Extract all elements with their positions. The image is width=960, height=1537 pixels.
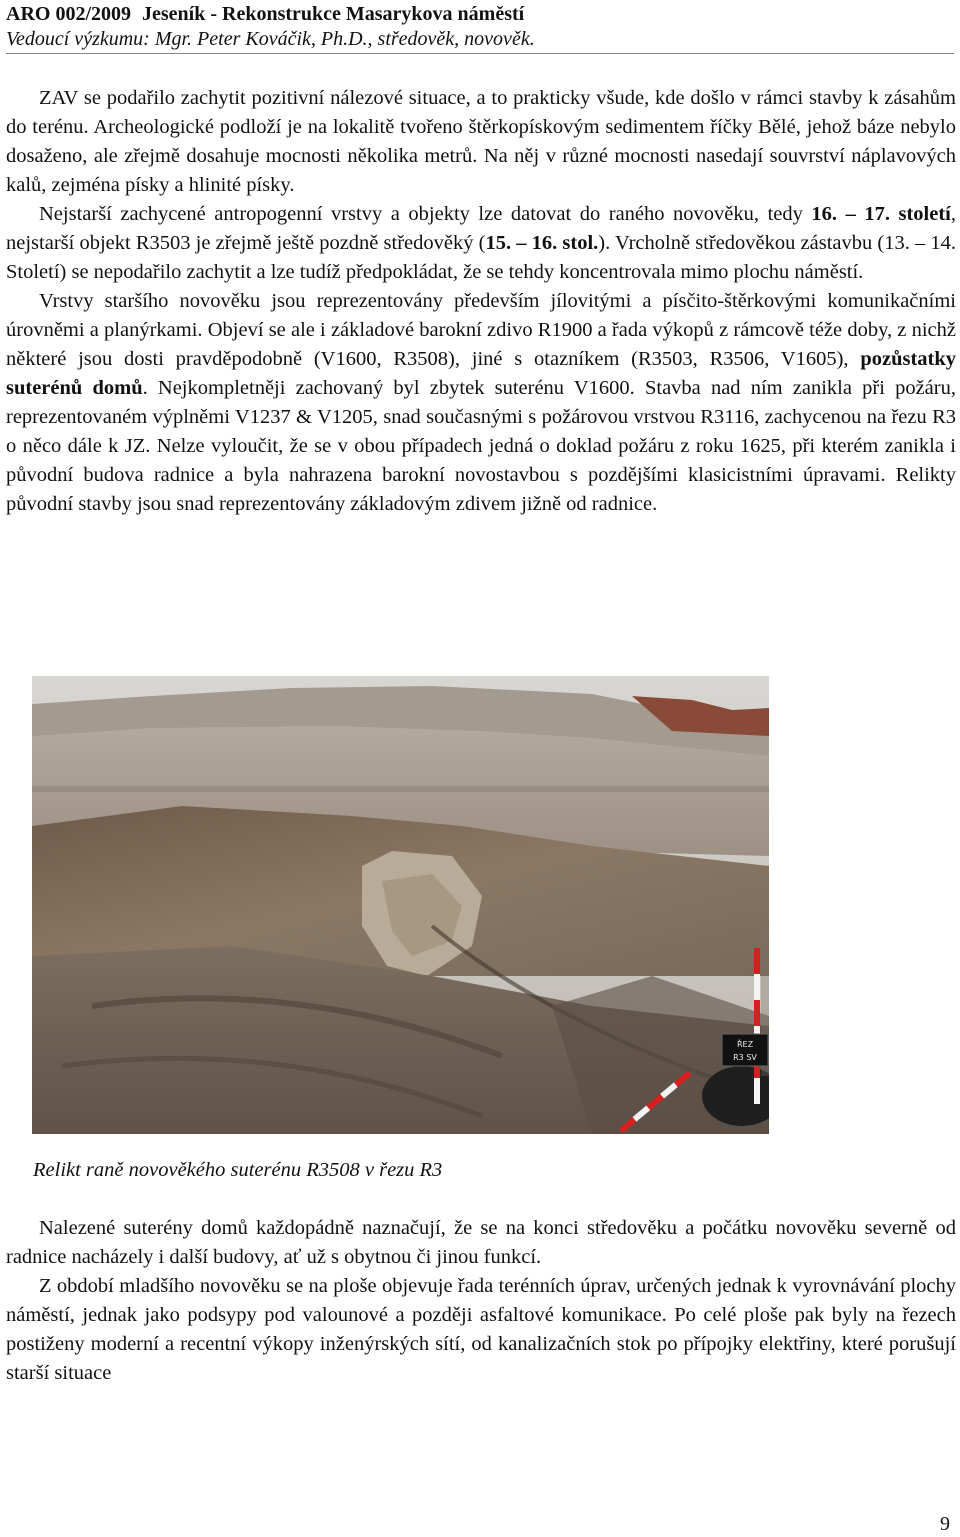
paragraph-3-bold: pozůstatky suterénů domů: [6, 348, 956, 399]
measuring-rod: [754, 948, 760, 1104]
excavation-photo-drawing: [32, 676, 769, 1134]
header-title: [6, 2, 524, 26]
report-code: ARO 002/2009: [6, 3, 131, 25]
paragraph-2-text-b: , nejstarší objekt R3503 je zřejmě ještě pozdně středověký (: [6, 203, 957, 254]
board-label-2: R3 SV: [733, 1053, 757, 1062]
paragraph-2-bold-a: 16. – 17. století: [811, 203, 951, 225]
board-label-1: ŘEZ: [736, 1040, 754, 1049]
header-subtitle: Vedoucí výzkumu: Mgr. Peter Kováčik, Ph.D., středověk, novověk.: [6, 28, 535, 50]
paragraph-5: Z období mladšího novověku se na ploše objevuje řada terénních úprav, určených jednak k vyrovnávání plochy náměstí, jednak jako podsypy pod valounové a později asfaltové komunikace. Po celé ploše pak byly na řezech postiženy moderní a recentní výkopy inženýrských sítí, od kanalizačních stok po přípojky elektřiny, které porušují starší situace: [6, 1275, 956, 1384]
header-divider: [6, 53, 954, 54]
paragraph-2-text-a: Nejstarší zachycené antropogenní vrstvy a objekty lze datovat do raného novověku, tedy: [39, 203, 812, 225]
photo-caption: Relikt raně novověkého suterénu R3508 v řezu R3: [33, 1159, 443, 1181]
paragraph-2-text-c: ). Vrcholně středověkou zástavbu (13. – 14. Století) se nepodařilo zachytit a lze tudíž předpokládat, že se tehdy koncentrovala mimo plochu náměstí.: [6, 232, 957, 283]
section-board: [722, 1034, 768, 1066]
paragraph-1: ZAV se podařilo zachytit pozitivní nálezové situace, a to prakticky všude, kde došlo v rámci stavby k zásahům do terénu. Archeologické podloží je na lokalitě tvořeno štěrkopískovým sedimentem říčky Bělé, jehož báze nebylo dosaženo, ale zřejmě dosahuje mocnosti několika metrů. Na něj v různé mocnosti nasedají souvrství náplavových kalů, zejména písky a hlinité písky.: [6, 87, 956, 196]
paragraph-3-text-a: Vrstvy staršího novověku jsou reprezentovány především jílovitými a písčito-štěrkovými komunikačními úrovněmi a planýrkami. Objeví se ale i základové barokní zdivo R1900 a řada výkopů z rámcově téže doby, z nichž některé jsou dosti pravděpodobně (V1600, R3508), jiné s otazníkem (R3503, R3506, V1605),: [6, 290, 956, 370]
excavation-photo: [32, 676, 769, 1134]
paragraph-2-bold-b: 15. – 16. stol.: [485, 232, 599, 254]
paragraph-2: [6, 200, 956, 287]
text-block-top: [6, 84, 956, 519]
paragraph-4: Nalezené suterény domů každopádně naznačují, že se na konci středověku a počátku novověku severně od radnice nacházely i další budovy, ať už s obytnou či jinou funkcí.: [6, 1217, 956, 1268]
page-number: 9: [940, 1513, 950, 1535]
text-block-bottom: [6, 1214, 956, 1388]
paragraph-3: [6, 287, 956, 519]
site-name: Jeseník - Rekonstrukce Masarykova náměstí: [142, 3, 525, 25]
paragraph-3-text-b: . Nejkompletněji zachovaný byl zbytek suterénu V1600. Stavba nad ním zanikla při požáru, reprezentovaném výplněmi V1237 & V1205, snad současnými s požárovou vrstvou R3116, zachycenou na řezu R3 o něco dále k JZ. Nelze vyloučit, že se v obou případech jedná o doklad požáru z roku 1625, při kterém zanikla i původní budova radnice a byla nahrazena barokní novostavbou s pozdějšími klasicistními úpravami. Relikty původní stavby jsou snad reprezentovány základovým zdivem jižně od radnice.: [6, 377, 956, 515]
